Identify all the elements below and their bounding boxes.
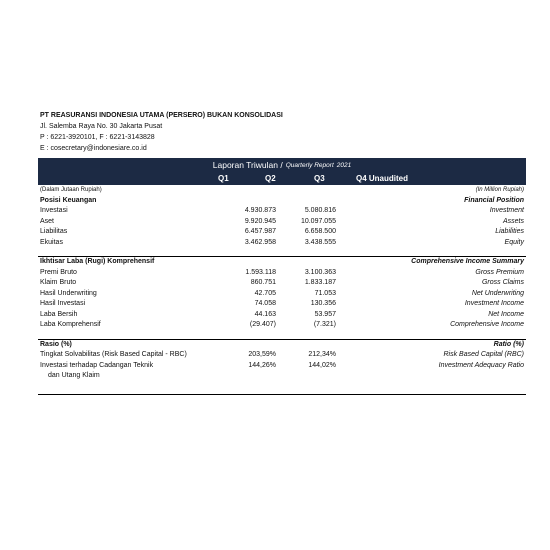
- col-header-q3: Q3: [314, 174, 325, 183]
- units-row: [38, 185, 526, 196]
- q1-value: 42.705: [254, 289, 276, 297]
- row-label: Tingkat Solvabilitas (Risk Based Capital - RBC): [40, 351, 187, 358]
- income-section: [38, 256, 526, 331]
- company-address: Jl. Salemba Raya No. 30 Jakarta Pusat: [40, 123, 163, 130]
- table-row: [38, 238, 526, 249]
- table-row: [38, 278, 526, 289]
- company-info: [40, 110, 283, 154]
- q2-value: 71.053: [314, 289, 336, 297]
- q2-value: 3.438.555: [304, 238, 336, 246]
- row-label-en: Net Underwriting: [471, 289, 524, 297]
- row-label-en: Gross Premium: [475, 268, 524, 276]
- row-label-en: Investment Income: [464, 300, 524, 307]
- section-title-row: [38, 257, 526, 268]
- table-row: [38, 361, 526, 372]
- row-label: Ekuitas: [40, 238, 63, 246]
- row-label-en: Liabilities: [495, 228, 524, 235]
- row-label: Klaim Bruto: [40, 279, 77, 286]
- row-label-en: Gross Claims: [481, 279, 524, 286]
- quarterly-report-table: [38, 158, 526, 395]
- row-label: Premi Bruto: [40, 268, 77, 276]
- q2-value: 53.957: [314, 310, 336, 318]
- row-label: Aset: [40, 217, 55, 225]
- section-title-id: Posisi Keuangan: [40, 196, 97, 204]
- section-title-en: Comprehensive Income Summary: [411, 258, 524, 265]
- row-label-en: Comprehensive Income: [450, 321, 524, 328]
- company-phone: P : 6221-3920101, F : 6221-3143828: [40, 134, 155, 141]
- ratio-continuation-label: dan Utang Klaim: [48, 372, 100, 379]
- q1-value: 9.920.945: [244, 217, 276, 225]
- row-label: Laba Bersih: [40, 310, 78, 318]
- ratio-continuation-row: [38, 371, 526, 382]
- q1-value: 144,26%: [248, 361, 276, 369]
- report-title-bar: [38, 158, 526, 172]
- section-title-id: Rasio (%): [40, 340, 72, 348]
- units-label-en: (In Million Rupiah): [475, 187, 524, 193]
- row-label: Hasil Investasi: [40, 300, 86, 307]
- report-title-en: Quarterly Report: [285, 161, 334, 169]
- section-title-row: [38, 196, 526, 207]
- row-label-en: Net Income: [488, 310, 524, 318]
- row-label: Laba Komprehensif: [40, 321, 101, 328]
- q2-value: 5.080.816: [304, 207, 336, 214]
- units-label-id: (Dalam Jutaan Rupiah): [40, 187, 102, 193]
- row-label: Hasil Underwriting: [40, 289, 97, 297]
- q1-value: (29.407): [249, 321, 276, 328]
- report-year: 2021: [336, 161, 352, 169]
- table-row: [38, 310, 526, 321]
- column-header-bar: [38, 172, 526, 185]
- bottom-divider: [38, 394, 526, 395]
- q1-value: 1.593.118: [245, 268, 276, 276]
- row-label-en: Risk Based Capital (RBC): [443, 351, 524, 358]
- q1-value: 860.751: [250, 279, 276, 286]
- q1-value: 44.163: [254, 310, 276, 318]
- q2-value: 130.356: [310, 300, 336, 307]
- q2-value: (7.321): [313, 321, 336, 328]
- row-label-en: Investment Adequacy Ratio: [438, 361, 524, 369]
- q2-value: 3.100.363: [304, 268, 336, 276]
- table-row: [38, 217, 526, 228]
- section-title-en: Financial Position: [464, 196, 524, 204]
- row-label: Investasi terhadap Cadangan Teknik: [40, 361, 154, 369]
- col-header-q4: Q4 Unaudited: [356, 174, 409, 183]
- row-label: Liabilitas: [40, 228, 68, 235]
- report-title: Laporan Triwulan /: [212, 160, 283, 170]
- col-header-q2: Q2: [265, 174, 276, 183]
- q1-value: 4.930.873: [244, 207, 276, 214]
- q1-value: 203,59%: [248, 351, 276, 358]
- q2-value: 144,02%: [308, 361, 336, 369]
- col-header-q1: Q1: [218, 174, 229, 183]
- q1-value: 74.058: [254, 300, 276, 307]
- row-label-en: Assets: [502, 217, 524, 225]
- q2-value: 6.658.500: [304, 228, 336, 235]
- q2-value: 1.833.187: [304, 279, 336, 286]
- q2-value: 212,34%: [308, 351, 336, 358]
- section-title-row: [38, 340, 526, 351]
- section-title-id: Ikhtisar Laba (Rugi) Komprehensif: [40, 258, 155, 265]
- q2-value: 10.097.055: [300, 217, 336, 225]
- row-label: Investasi: [40, 207, 68, 214]
- table-row: [38, 227, 526, 238]
- company-name: PT REASURANSI INDONESIA UTAMA (PERSERO) BUKAN KONSOLIDASI: [40, 112, 283, 119]
- company-email: E : cosecretary@indonesiare.co.id: [40, 145, 147, 152]
- row-label-en: Equity: [504, 238, 524, 246]
- table-row: [38, 320, 526, 331]
- q1-value: 3.462.958: [244, 238, 276, 246]
- table-row: [38, 289, 526, 300]
- row-label-en: Investment: [489, 207, 524, 214]
- ratio-section: [38, 339, 526, 382]
- table-row: [38, 299, 526, 310]
- table-row: [38, 268, 526, 279]
- q1-value: 6.457.987: [244, 228, 276, 235]
- table-row: [38, 206, 526, 217]
- table-row: [38, 350, 526, 361]
- financial-position-section: [38, 196, 526, 249]
- section-title-en: Ratio (%): [493, 340, 524, 348]
